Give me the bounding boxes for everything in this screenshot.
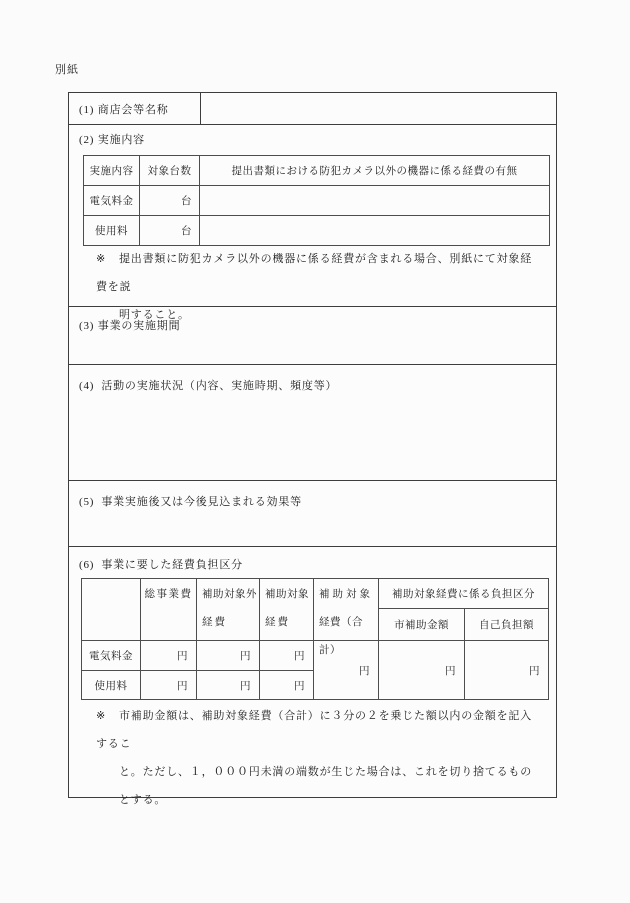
expense-table — [81, 578, 549, 700]
expense-label: (6) 事業に要した経費負担区分 — [79, 559, 243, 571]
usage-non-eligible-cell: 円 — [197, 671, 260, 700]
col-header-total-cost: 総事業費 — [141, 579, 197, 641]
col-header-item: 実施内容 — [84, 156, 140, 186]
city-subsidy-merged-cell: 円 — [379, 641, 465, 700]
note-marker: ※ — [96, 710, 107, 722]
shop-name-value — [201, 93, 556, 124]
implementation-label: (2) 実施内容 — [79, 134, 145, 146]
note-text: 市補助金額は、補助対象経費（合計）に３分の２を乗じた額以内の金額を記入するこ — [96, 710, 532, 750]
usage-unit-cell: 台 — [140, 216, 200, 246]
section-implementation — [69, 124, 556, 321]
self-burden-merged-cell: 円 — [465, 641, 549, 700]
note-line-1 — [96, 702, 540, 758]
section-effect — [69, 480, 556, 546]
expense-item-electricity: 電気料金 — [82, 641, 141, 671]
note-text: 提出書類に防犯カメラ以外の機器に係る経費が含まれる場合、別紙にて対象経費を説 — [96, 253, 532, 293]
col-header-self-burden: 自己負担額 — [465, 609, 549, 641]
item-electricity-label: 電気料金 — [84, 186, 140, 216]
electricity-value-cell — [200, 186, 550, 216]
table-row — [84, 186, 550, 216]
note-line-1 — [96, 245, 540, 301]
note-line-2: と。ただし、１，０００円未満の端数が生じた場合は、これを切り捨てるものとする。 — [119, 766, 532, 806]
section-shop-name — [69, 93, 556, 124]
period-label: (3) 事業の実施期間 — [79, 320, 181, 332]
item-usage-label: 使用料 — [84, 216, 140, 246]
form-table — [68, 92, 557, 806]
implementation-table — [83, 155, 550, 246]
usage-eligible-cell: 円 — [260, 671, 314, 700]
eligible-total-merged-cell: 円 — [314, 641, 379, 700]
col-header-eligible: 補助対象 経費 — [260, 579, 314, 641]
note-marker: ※ — [96, 253, 107, 265]
sheet-label: 別紙 — [55, 64, 79, 76]
col-header-eligible-total: 補助対象 経費（合計） — [314, 579, 379, 641]
expense-item-usage: 使用料 — [82, 671, 141, 700]
expense-header-row-1 — [82, 579, 549, 609]
shop-name-label: (1) 商店会等名称 — [69, 93, 201, 124]
col-header-non-eligible: 補助対象外 経費 — [197, 579, 260, 641]
col-header-burden-group: 補助対象経費に係る負担区分 — [379, 579, 549, 609]
activity-label: (4) 活動の実施状況（内容、実施時期、頻度等） — [79, 380, 338, 392]
note-line-2: 明すること。 — [119, 309, 190, 321]
section-period — [69, 306, 556, 364]
electricity-unit-cell: 台 — [140, 186, 200, 216]
section-activity — [69, 364, 556, 480]
table-row — [82, 641, 549, 671]
electricity-eligible-cell: 円 — [260, 641, 314, 671]
expense-note — [96, 702, 540, 814]
effect-label: (5) 事業実施後又は今後見込まれる効果等 — [79, 496, 302, 508]
col-header-unit-count: 対象台数 — [140, 156, 200, 186]
electricity-total-cell: 円 — [141, 641, 197, 671]
usage-value-cell — [200, 216, 550, 246]
electricity-non-eligible-cell: 円 — [197, 641, 260, 671]
section-expense — [69, 546, 556, 806]
expense-row-label-header — [82, 579, 141, 641]
table-row — [84, 216, 550, 246]
implementation-header-row — [84, 156, 550, 186]
col-header-city-subsidy: 市補助金額 — [379, 609, 465, 641]
col-header-equipment-note: 提出書類における防犯カメラ以外の機器に係る経費の有無 — [200, 156, 550, 186]
usage-total-cell: 円 — [141, 671, 197, 700]
